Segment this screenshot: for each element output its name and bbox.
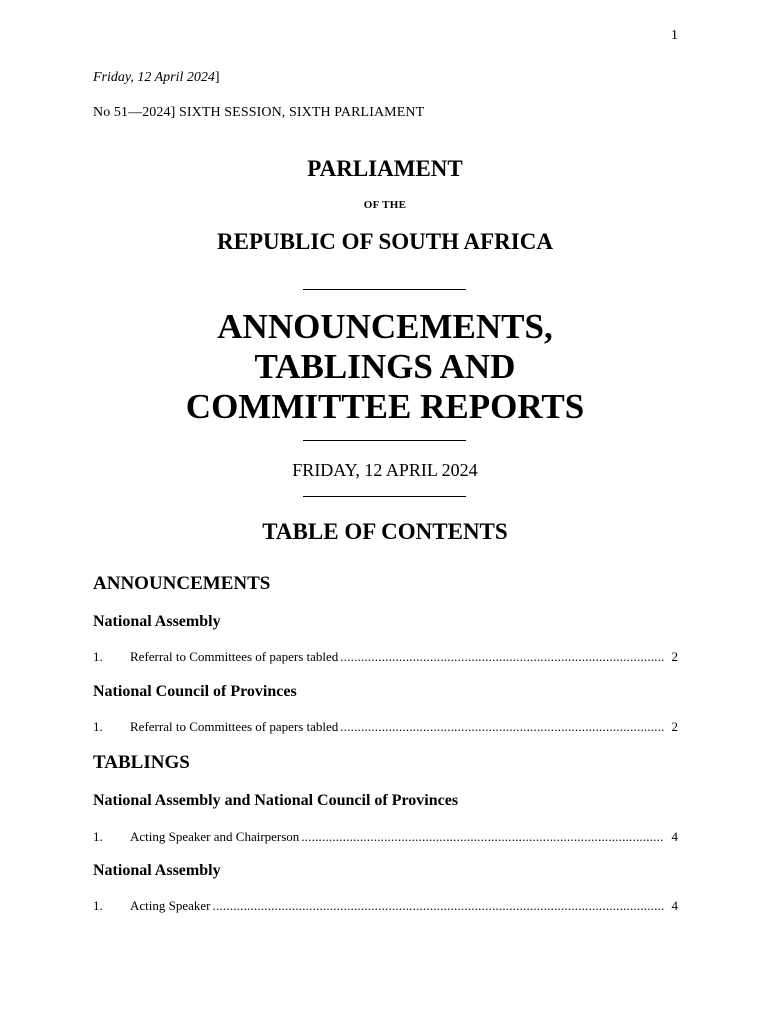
toc-leader-dots	[213, 898, 664, 914]
toc-entry-title: Acting Speaker	[130, 898, 211, 913]
document-date: FRIDAY, 12 APRIL 2024	[292, 460, 478, 480]
toc-subsection-heading: National Council of Provinces	[93, 683, 297, 700]
issue-date-bracket: ]	[214, 70, 220, 85]
toc-entry-number: 1.	[93, 829, 103, 844]
toc-leader-dots	[340, 719, 664, 735]
document-title	[0, 307, 770, 427]
toc-subsection-heading: National Assembly	[93, 862, 221, 879]
divider	[303, 289, 466, 290]
toc-entry-page: 2	[671, 719, 678, 734]
toc-leader-dots	[301, 829, 664, 845]
toc-leader-dots	[340, 649, 664, 665]
page-number: 1	[671, 28, 678, 43]
toc-entry[interactable]	[93, 898, 678, 914]
document-title-line: ANNOUNCEMENTS,	[217, 307, 553, 346]
toc-entry[interactable]	[93, 649, 678, 665]
republic-heading: REPUBLIC OF SOUTH AFRICA	[217, 229, 553, 254]
toc-heading: TABLE OF CONTENTS	[262, 519, 508, 544]
toc-entry-title: Referral to Committees of papers tabled	[130, 649, 339, 664]
toc-entry-title: Referral to Committees of papers tabled	[130, 719, 339, 734]
document-title-line: COMMITTEE REPORTS	[185, 387, 585, 426]
toc-entry-title: Acting Speaker and Chairperson	[130, 829, 300, 844]
toc-entry-number: 1.	[93, 719, 103, 734]
toc-entry-page: 2	[671, 649, 678, 664]
issue-date: Friday, 12 April 2024	[93, 70, 215, 85]
toc-entry-page: 4	[671, 898, 678, 913]
toc-entry-number: 1.	[93, 898, 103, 913]
toc-section-heading: TABLINGS	[93, 752, 190, 773]
toc-section-heading: ANNOUNCEMENTS	[93, 573, 271, 594]
toc-subsection-heading: National Assembly	[93, 613, 221, 630]
toc-entry-number: 1.	[93, 649, 103, 664]
toc-entry[interactable]	[93, 829, 678, 845]
divider	[303, 496, 466, 497]
divider	[303, 440, 466, 441]
session-line: No 51—2024] SIXTH SESSION, SIXTH PARLIAMENT	[93, 105, 425, 120]
toc-entry[interactable]	[93, 719, 678, 735]
of-the-heading: OF THE	[363, 199, 407, 211]
issue-date-line	[93, 70, 220, 86]
toc-subsection-heading: National Assembly and National Council of Provinces	[93, 792, 459, 809]
document-title-line: TABLINGS AND	[254, 347, 516, 386]
toc-entry-page: 4	[671, 829, 678, 844]
parliament-heading: PARLIAMENT	[307, 156, 463, 181]
